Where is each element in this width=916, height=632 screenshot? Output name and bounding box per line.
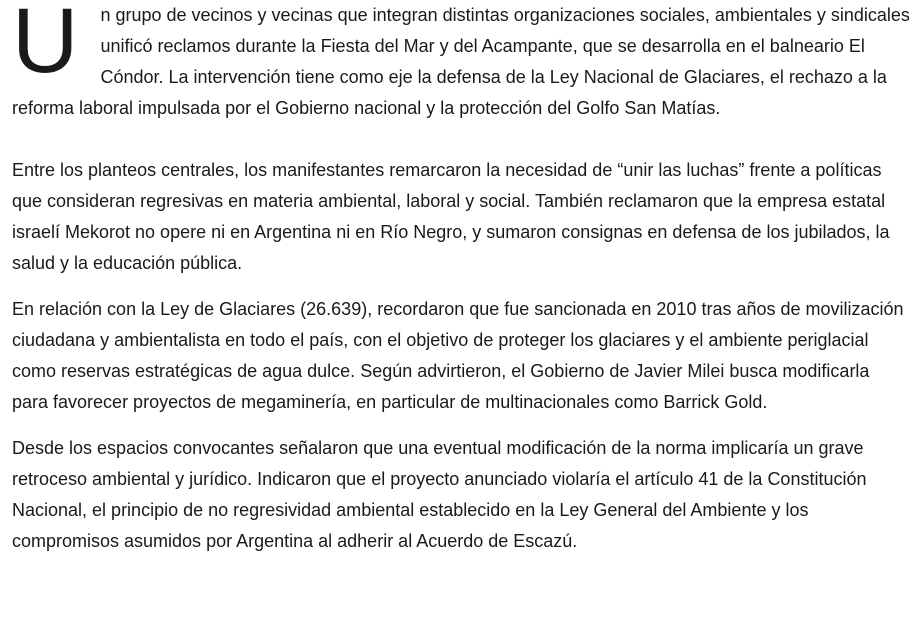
- paragraph-spacer: [12, 279, 910, 294]
- paragraph-spacer: [12, 418, 910, 433]
- paragraph-1-text: n grupo de vecinos y vecinas que integran distintas organizaciones sociales, ambientales y sindicales unificó reclamos durante la Fiesta del Mar y del Acampante, que se desarrolla en el balneario El Cóndor. La intervención tiene como eje la defensa de la Ley Nacional de Glaciares, el rechazo a la reforma laboral impulsada por el Gobierno nacional y la protección del Golfo San Matías.: [12, 5, 910, 118]
- article-paragraph-2: Entre los planteos centrales, los manifestantes remarcaron la necesidad de “unir las luchas” frente a políticas que consideran regresivas en materia ambiental, laboral y social. También reclamaron que la empresa estatal israelí Mekorot no opere ni en Argentina ni en Río Negro, y sumaron consignas en defensa de los jubilados, la salud y la educación pública.: [12, 160, 890, 273]
- article-paragraph-1: [12, 0, 910, 124]
- drop-cap: U: [12, 0, 79, 92]
- article-paragraph-3: En relación con la Ley de Glaciares (26.639), recordaron que fue sancionada en 2010 tras años de movilización ciudadana y ambientalista en todo el país, con el objetivo de proteger los glaciares y el ambiente periglacial como reservas estratégicas de agua dulce. Según advirtieron, el Gobierno de Javier Milei busca modificarla para favorecer proyectos de megaminería, en particular de multinacionales como Barrick Gold.: [12, 299, 904, 412]
- article-body: [12, 0, 910, 557]
- paragraph-spacer: [12, 124, 910, 155]
- article-paragraph-4: Desde los espacios convocantes señalaron que una eventual modificación de la norma implicaría un grave retroceso ambiental y jurídico. Indicaron que el proyecto anunciado violaría el artículo 41 de la Constitución Nacional, el principio de no regresividad ambiental establecido en la Ley General del Ambiente y los compromisos asumidos por Argentina al adherir al Acuerdo de Escazú.: [12, 438, 867, 551]
